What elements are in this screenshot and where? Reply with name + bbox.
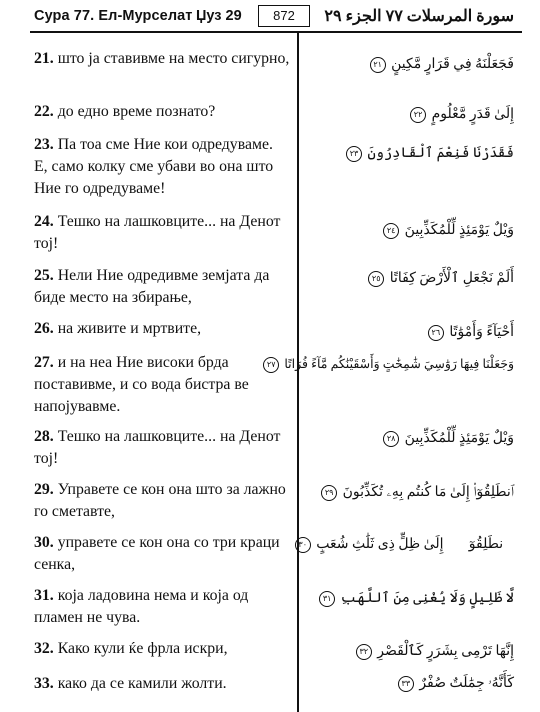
verse-arabic-23: فَقَدَرْنَا فَنِعْمَ ٱلْقَادِرُونَ ٢٣ (346, 145, 514, 162)
ayah-marker-icon: ٣٣ (398, 676, 414, 692)
verse-arabic-30: ٱنطَلِقُوٓا۟ إِلَىٰ ظِلٍّ ذِى ثَلَٰثِ شُعَبٍ ٣٠ (295, 536, 514, 553)
verse-text-29: 29. Управете се кон она што за лажно го сметавте, (34, 481, 286, 520)
ayah-marker-icon: ٢٣ (346, 146, 362, 162)
verse-arabic-24: وَيْلٌ يَوْمَئِذٍ لِّلْمُكَذِّبِينَ ٢٤ (383, 222, 514, 239)
page-number: 872 (258, 5, 310, 27)
page-header (0, 0, 540, 30)
ayah-marker-icon: ٢٩ (321, 485, 337, 501)
verse-text-32: 32. Како кули ќе фрла искри, (34, 640, 228, 657)
verse-text-30: 30. управете се кон она со три краци сенка, (34, 534, 280, 573)
verse-arabic-31: لَّا ظَلِيلٍ وَلَا يُغْنِى مِنَ ٱللَّهَبِ ٣١ (319, 590, 514, 607)
header-divider (30, 31, 522, 33)
verse-arabic-21: فَجَعَلْنَهُ فِي قَرَارٍ مَّكِينٍ ٢١ (370, 56, 514, 73)
ayah-marker-icon: ٣٢ (356, 644, 372, 660)
verse-text-24: 24. Тешко на лашковците... на Денот тој! (34, 213, 281, 252)
juz-label: Џуз 29 (196, 8, 242, 24)
verse-arabic-32: إِنَّهَا تَرْمِى بِشَرَرٍ كَٱلْقَصْرِ ٣٢ (356, 643, 514, 660)
verse-arabic-25: أَلَمْ نَجْعَلِ ٱلْأَرْضَ كِفَاتًا ٢٥ (368, 270, 514, 287)
ayah-marker-icon: ٢٢ (410, 107, 426, 123)
verse-text-25: 25. Нели Ние одредивме земјата да биде место на збирање, (34, 267, 270, 306)
verse-text-28: 28. Тешко на лашковците... на Денот тој! (34, 428, 281, 467)
verse-text-22: 22. до едно време познато? (34, 103, 216, 120)
ayah-marker-icon: ٣٠ (295, 537, 311, 553)
ayah-marker-icon: ٢٧ (263, 357, 279, 373)
verse-arabic-29: ٱنطَلِقُوٓا۟ إِلَىٰ مَا كُنتُم بِهِۦ تُكَذِّبُونَ ٢٩ (321, 484, 514, 501)
verse-text-27: 27. и на неа Ние високи брда поставивме, и со вода бистра ве напојувавме. (34, 354, 249, 415)
ayah-marker-icon: ٣١ (319, 591, 335, 607)
ayah-marker-icon: ٢٤ (383, 223, 399, 239)
verse-arabic-22: إِلَىٰ قَدَرٍ مَّعْلُومٍ ٢٢ (410, 106, 514, 123)
verse-arabic-28: وَيْلٌ يَوْمَئِذٍ لِّلْمُكَذِّبِينَ ٢٨ (383, 430, 514, 447)
verse-arabic-33: كَأَنَّهُۥ جِمَٰلَتٌ صُفْرٌ ٣٣ (398, 675, 514, 692)
ayah-marker-icon: ٢٥ (368, 271, 384, 287)
verse-arabic-26: أَحْيَآءً وَأَمْوَٰتًا ٢٦ (428, 324, 514, 341)
verse-text-33: 33. како да се камили жолти. (34, 675, 227, 692)
arabic-header: سورة المرسلات ٧٧ الجزء ٢٩ (324, 8, 514, 25)
verse-text-23: 23. Па тоа сме Ние кои одредуваме. Е, само колку сме убави во она што Ние го одредуваме! (34, 136, 274, 197)
ayah-marker-icon: ٢٦ (428, 325, 444, 341)
surah-title: Сура 77. Ел-Мурселат (34, 8, 193, 24)
ayah-marker-icon: ٢١ (370, 57, 386, 73)
verse-arabic-27: وَجَعَلْنَا فِيهَا رَوَٰسِيَ شَٰمِخَٰتٍ وَأَسْقَيْنَٰكُم مَّآءً فُرَاتًا ٢٧ (263, 356, 514, 373)
verse-text-26: 26. на живите и мртвите, (34, 320, 202, 337)
verse-text-21: 21. што ја ставивме на место сигурно, (34, 50, 290, 67)
ayah-marker-icon: ٢٨ (383, 431, 399, 447)
verse-text-31: 31. која ладовина нема и која од пламен не чува. (34, 587, 249, 626)
